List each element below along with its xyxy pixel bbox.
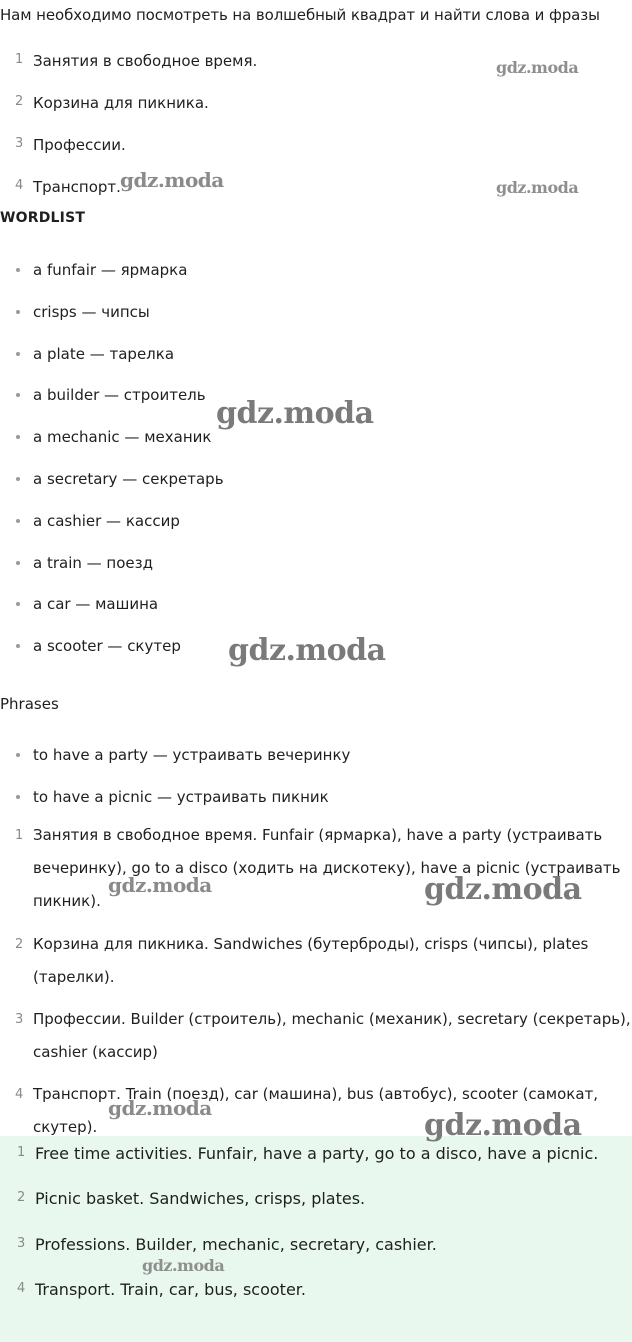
item-number: 1: [15, 52, 24, 67]
item-text: Picnic basket. Sandwiches, crisps, plates.: [35, 1189, 366, 1209]
bullet-icon: [16, 310, 20, 314]
item-number: 1: [17, 1145, 26, 1160]
bullet-icon: [16, 561, 20, 565]
watermark: gdz.moda: [424, 872, 582, 907]
list-item: [0, 745, 350, 787]
answer-line: скутер).: [33, 1118, 98, 1136]
list-item: [0, 344, 224, 386]
bullet-icon: [16, 393, 20, 397]
bullet-icon: [16, 352, 20, 356]
bullet-icon: [16, 268, 20, 272]
item-number: 4: [15, 178, 24, 193]
bullet-icon: [16, 477, 20, 481]
item-text: a funfair — ярмарка: [33, 261, 188, 279]
list-item: [0, 427, 224, 469]
list-item: [0, 1280, 598, 1325]
item-number: 3: [17, 1235, 26, 1251]
item-number: 3: [15, 136, 24, 151]
list-item: [0, 1189, 598, 1234]
item-text: Занятия в свободное время.: [33, 52, 258, 70]
item-text: Профессии.: [33, 136, 126, 154]
item-number: 2: [15, 94, 24, 109]
item-text: Professions. Builder, mechanic, secretary, cashier.: [35, 1234, 437, 1254]
list-item: [0, 1144, 598, 1189]
answer-line: (тарелки).: [33, 968, 115, 986]
list-item: [0, 553, 224, 595]
answer-line: cashier (кассир): [33, 1043, 158, 1061]
answer-line: Транспорт. Train (поезд), car (машина), bus (автобус), scooter (самокат,: [33, 1085, 599, 1103]
item-text: Transport. Train, car, bus, scooter.: [35, 1279, 306, 1299]
list-item: [0, 928, 632, 1003]
phrases-heading: Phrases: [0, 695, 59, 713]
list-item: [0, 511, 224, 553]
en-answer-list: [0, 1144, 598, 1325]
item-text: a cashier — кассир: [33, 511, 180, 530]
item-text: a plate — тарелка: [33, 344, 175, 363]
item-text: Корзина для пикника.: [33, 94, 209, 112]
watermark: gdz.moda: [108, 873, 212, 897]
watermark: gdz.moda: [108, 1096, 212, 1120]
ru-answer-list: [0, 819, 632, 1146]
bullet-icon: [16, 602, 20, 606]
english-answer-panel: [0, 1136, 632, 1342]
list-item: [0, 94, 257, 136]
watermark: gdz.moda: [496, 178, 579, 197]
bullet-icon: [16, 519, 20, 523]
phrases-list: [0, 745, 350, 829]
list-item: [0, 260, 224, 302]
item-number: 3: [15, 1012, 24, 1027]
item-number: 2: [17, 1190, 26, 1206]
answer-line: пикник).: [33, 892, 101, 910]
watermark: gdz.moda: [228, 633, 386, 668]
watermark: gdz.moda: [142, 1256, 225, 1275]
item-text: a car — машина: [33, 595, 159, 614]
item-text: a builder — строитель: [33, 386, 206, 405]
list-item: [0, 52, 257, 94]
watermark: gdz.moda: [424, 1108, 582, 1143]
item-text: a secretary — секретарь: [33, 469, 224, 488]
watermark: gdz.moda: [216, 396, 374, 431]
answer-line: Корзина для пикника. Sandwiches (бутерброды), crisps (чипсы), plates: [33, 935, 589, 953]
list-item: [0, 636, 224, 678]
wordlist: [0, 260, 224, 678]
list-item: [0, 1235, 598, 1280]
bullet-icon: [16, 753, 20, 757]
item-text: to have a picnic — устраивать пикник: [33, 787, 329, 806]
list-item: [0, 302, 224, 344]
item-text: a scooter — скутер: [33, 637, 181, 656]
item-text: Free time activities. Funfair, have a party, go to a disco, have a picnic.: [35, 1144, 599, 1163]
wordlist-heading: WORDLIST: [0, 210, 86, 226]
item-text: Транспорт.: [33, 178, 121, 196]
item-text: to have a party — устраивать вечеринку: [33, 746, 351, 764]
intro-text: Нам необходимо посмотреть на волшебный квадрат и найти слова и фразы: [0, 6, 600, 24]
item-number: 1: [15, 828, 24, 843]
answer-line: Занятия в свободное время. Funfair (ярмарка), have a party (устраивать: [33, 826, 603, 844]
bullet-icon: [16, 435, 20, 439]
answer-line: Профессии. Builder (строитель), mechanic (механик), secretary (секретарь),: [33, 1010, 631, 1028]
bullet-icon: [16, 795, 20, 799]
answer-line: вечеринку), go to a disco (ходить на дискотеку), have a picnic (устраивать: [33, 859, 621, 877]
item-text: crisps — чипсы: [33, 302, 150, 321]
item-number: 4: [15, 1087, 24, 1102]
list-item: [0, 594, 224, 636]
item-number: 2: [15, 937, 24, 952]
item-text: a mechanic — механик: [33, 428, 212, 447]
list-item: [0, 1003, 632, 1078]
bullet-icon: [16, 644, 20, 648]
watermark: gdz.moda: [496, 58, 579, 77]
list-item: [0, 385, 224, 427]
list-item: [0, 469, 224, 511]
item-number: 4: [17, 1280, 26, 1296]
watermark: gdz.moda: [120, 168, 224, 192]
item-text: a train — поезд: [33, 553, 153, 572]
